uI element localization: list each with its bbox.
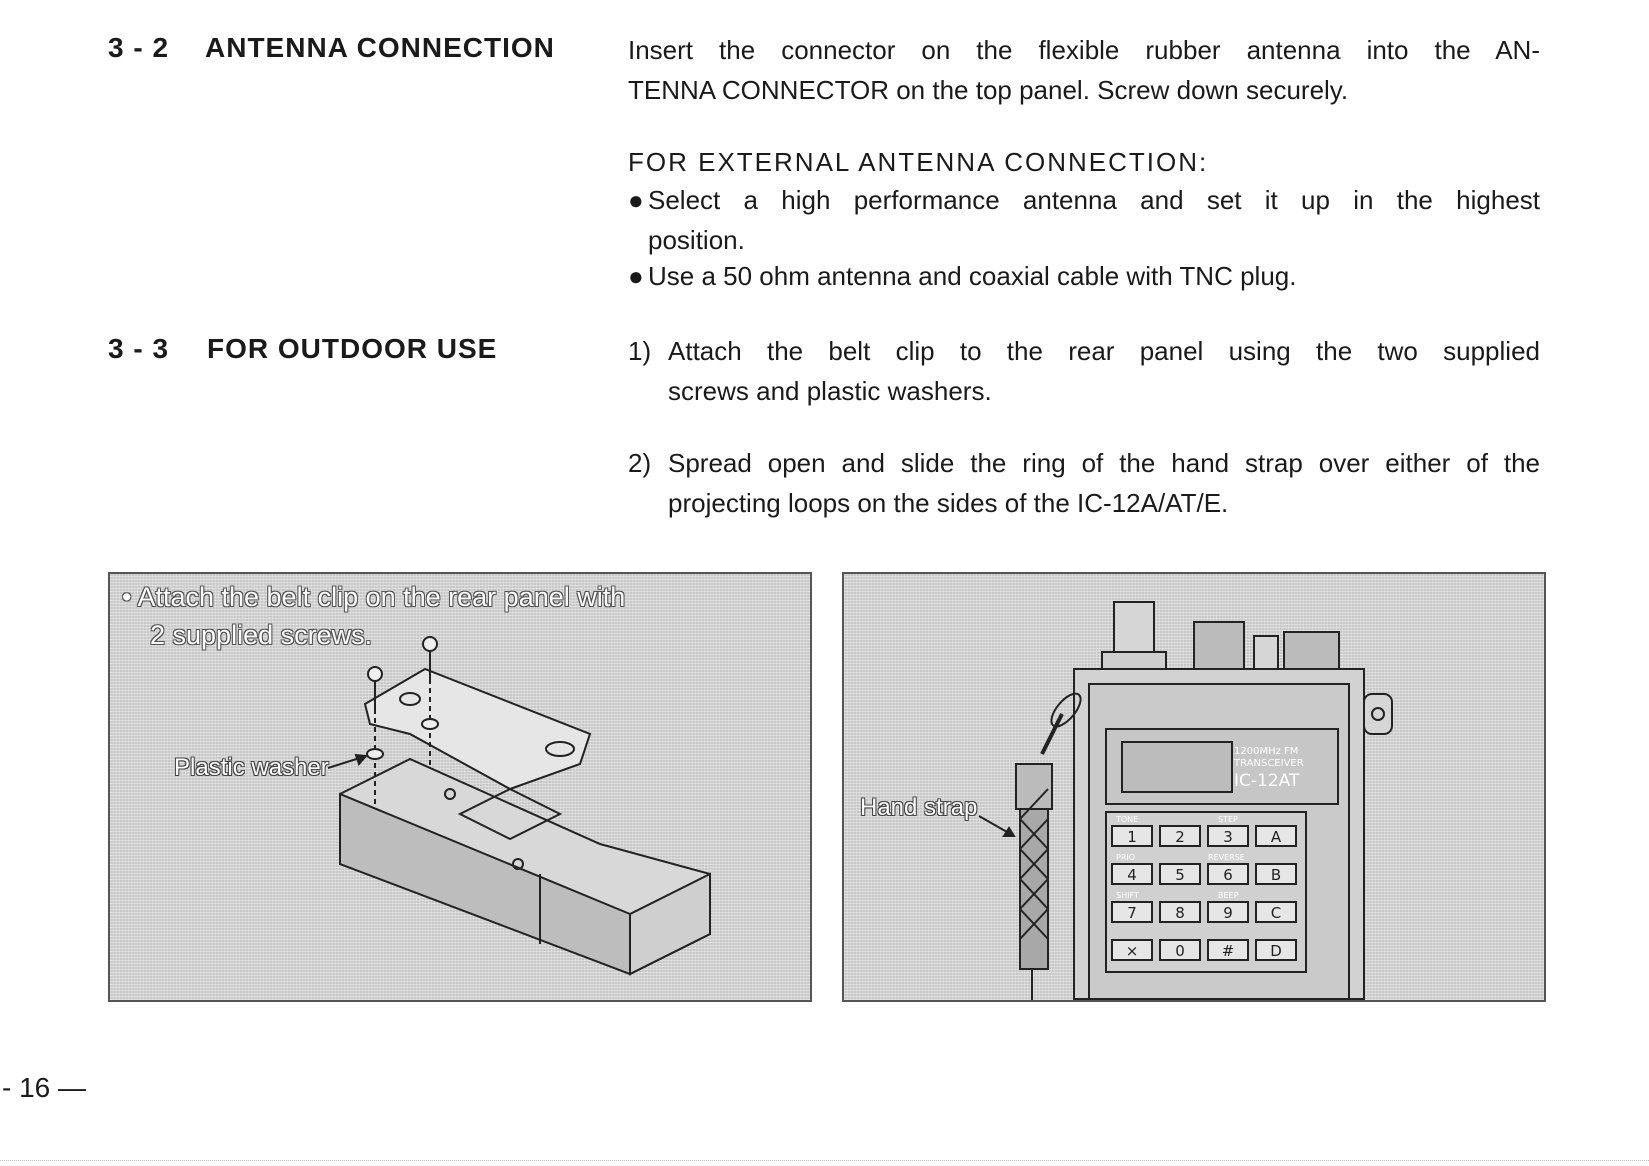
device-label-line2: TRANSCEIVER [1234, 758, 1304, 769]
bullet-icon: ● [628, 261, 644, 291]
keypad-key-label: 5 [1175, 866, 1185, 884]
keypad-key-label: 4 [1127, 866, 1137, 884]
keypad-key-label: 7 [1127, 904, 1137, 922]
bottom-rule [0, 1160, 1649, 1161]
keypad-key-label: × [1125, 942, 1139, 960]
device-label-line1: 1200MHz FM [1234, 746, 1299, 757]
key-label-reverse: REVERSE [1208, 853, 1245, 862]
keypad-key-label: D [1270, 942, 1282, 960]
paragraph-line: Insert the connector on the flexible rubber antenna into the AN- [628, 35, 1540, 65]
plastic-washer-label: Plastic washer [174, 754, 329, 781]
keypad-key-label: 3 [1223, 828, 1233, 846]
section-number-3-3: 3 - 3 [108, 333, 170, 364]
step-text: projecting loops on the sides of the IC-12A/AT/E. [668, 488, 1229, 518]
device-model-label: IC-12AT [1234, 771, 1300, 791]
caption-line: • Attach the belt clip on the rear panel with [122, 582, 626, 612]
bullet-50-ohm-antenna [628, 256, 1540, 296]
paragraph-line: TENNA CONNECTOR on the top panel. Screw down securely. [628, 75, 1349, 105]
keypad-key-label: 8 [1175, 904, 1185, 922]
bullet-icon: ● [628, 185, 644, 215]
antenna-connection-paragraph [628, 30, 1540, 110]
step-text: Attach the belt clip to the rear panel using the two supplied [668, 336, 1540, 366]
step-2-hand-strap [628, 443, 1540, 523]
keypad-key-label: B [1270, 866, 1282, 884]
section-title-outdoor-use: FOR OUTDOOR USE [207, 333, 498, 364]
keypad-key-label: A [1270, 828, 1282, 846]
belt-clip-caption [122, 578, 625, 654]
caption-line: 2 supplied screws. [150, 620, 373, 650]
bullet-text: Use a 50 ohm antenna and coaxial cable with TNC plug. [648, 261, 1297, 291]
keypad-key-label: 9 [1223, 904, 1233, 922]
step-1-attach-belt-clip [628, 331, 1540, 411]
step-number: 2) [628, 448, 652, 478]
page-number: - 16 — [2, 1072, 87, 1103]
step-number: 1) [628, 336, 652, 366]
section-number-3-2: 3 - 2 [108, 32, 170, 63]
belt-clip-figure [108, 572, 812, 1002]
hand-strap-label: Hand strap [860, 794, 978, 821]
key-label-shift: SHIFT [1116, 891, 1139, 900]
keypad-key-label: C [1270, 904, 1282, 922]
bullet-text: Select a high performance antenna and set it up in the highest [648, 185, 1540, 215]
key-label-prio: PRIO [1116, 853, 1136, 862]
transceiver-illustration [844, 574, 1544, 1000]
key-label-tone: TONE [1116, 815, 1139, 824]
key-label-beep: BEEP [1218, 891, 1239, 900]
keypad-key-label: 1 [1127, 828, 1137, 846]
keypad-key-label: 2 [1175, 828, 1185, 846]
keypad-key-label: 6 [1223, 866, 1233, 884]
bullet-text: position. [648, 225, 745, 255]
step-text: Spread open and slide the ring of the hand strap over either of the [668, 448, 1540, 478]
keypad-key-label: 0 [1175, 942, 1185, 960]
step-text: screws and plastic washers. [668, 376, 992, 406]
external-antenna-heading: FOR EXTERNAL ANTENNA CONNECTION: [628, 147, 1209, 177]
section-title-antenna-connection: ANTENNA CONNECTION [205, 32, 555, 63]
keypad-key-label: # [1221, 942, 1235, 960]
hand-strap-figure [842, 572, 1546, 1002]
key-label-step: STEP [1218, 815, 1238, 824]
bullet-high-performance-antenna [628, 180, 1540, 260]
